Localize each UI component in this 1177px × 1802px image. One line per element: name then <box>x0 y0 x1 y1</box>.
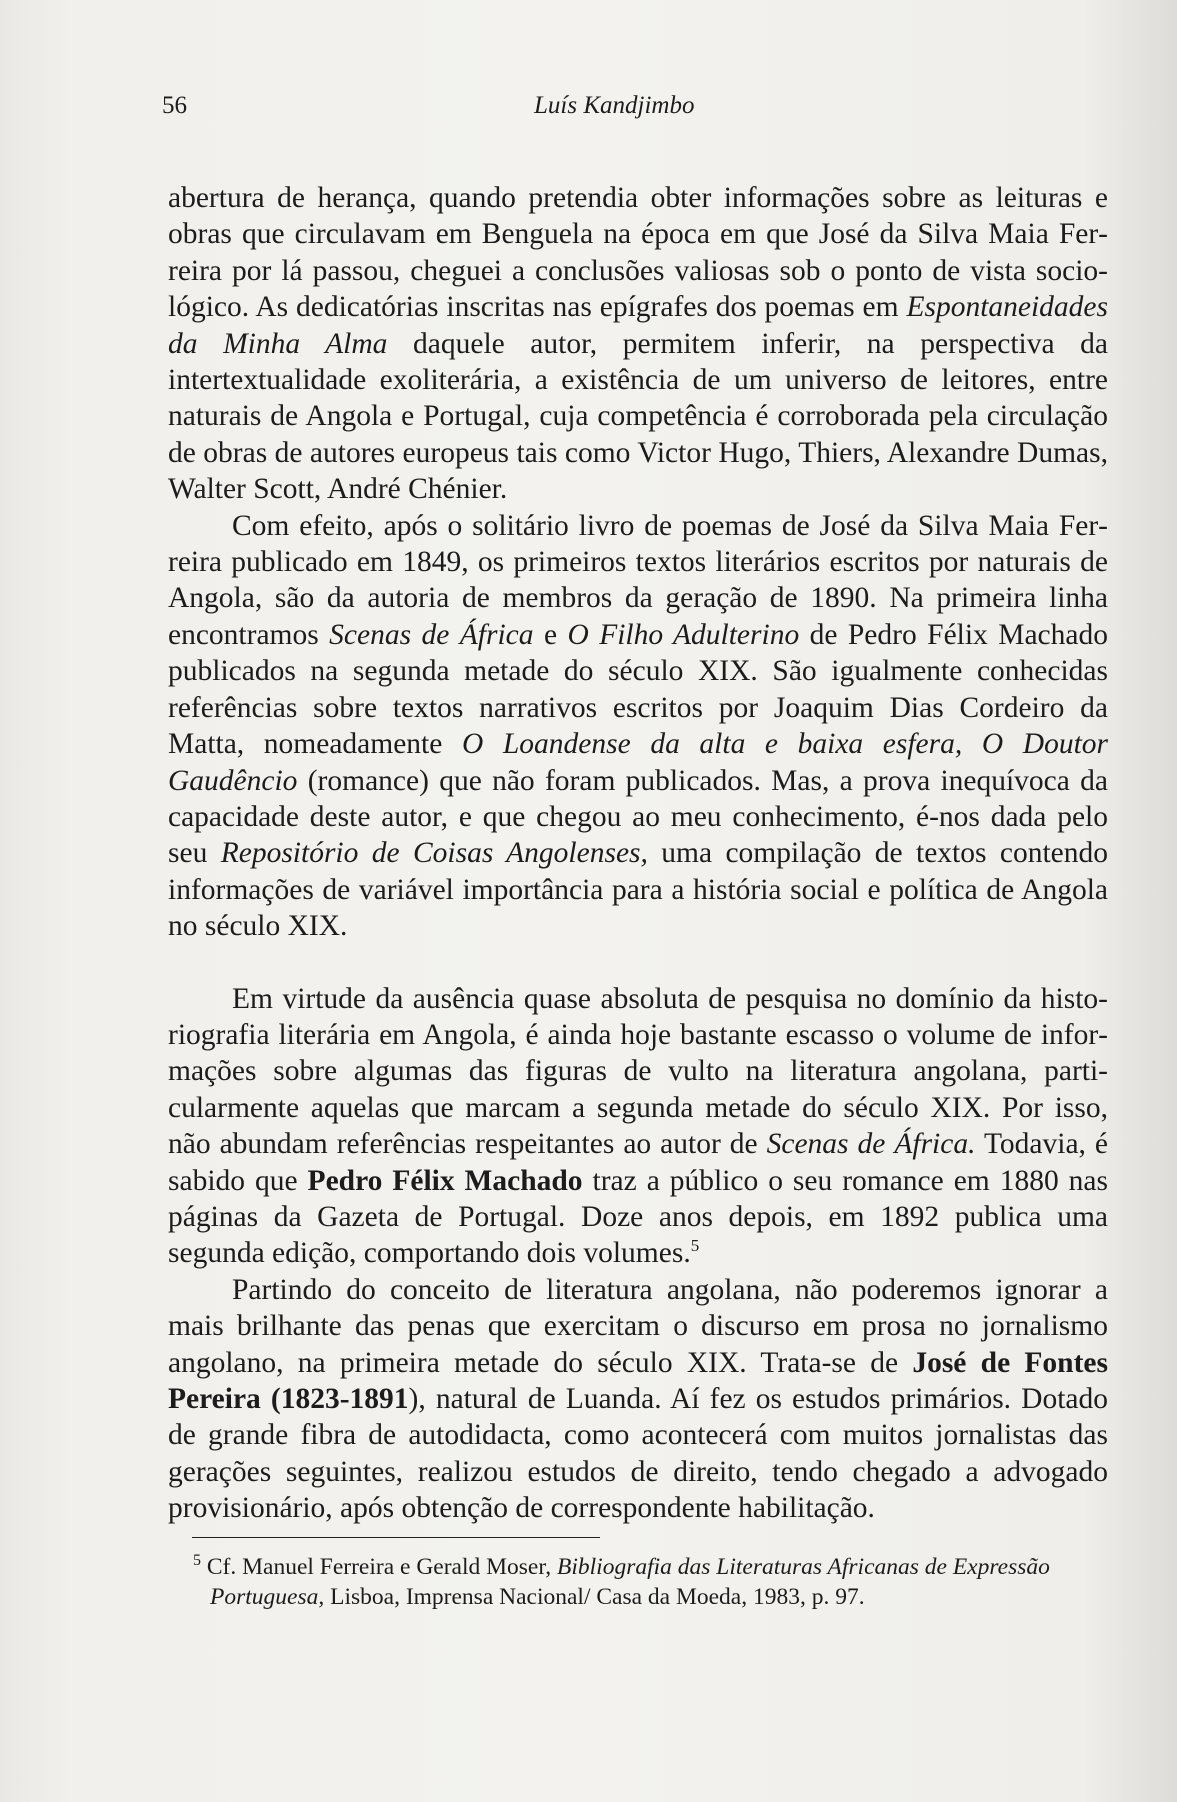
bibliography-title-cont: Portuguesa, <box>210 1584 325 1610</box>
footnote-reference: 5 <box>690 1236 700 1256</box>
bibliography-title: Bibliografia das Literaturas Africanas de Expressão <box>557 1554 1050 1580</box>
footnote-continuation: Portuguesa, Lisboa, Imprensa Nacional/ Casa da Moeda, 1983, p. 97. <box>210 1584 865 1610</box>
author-name: Pedro Félix Machado <box>307 1164 583 1197</box>
footnote-number: 5 <box>193 1552 201 1570</box>
book-title: O Filho Adulterino <box>567 618 800 651</box>
book-title: Scenas de África. <box>766 1128 976 1161</box>
book-title: Repositório de Coisas Angolenses, <box>220 837 648 870</box>
running-head-author: Luís Kandjimbo <box>534 92 695 119</box>
book-title: Scenas de África <box>329 618 534 651</box>
footnote-separator <box>192 1537 600 1538</box>
book-title: O Loandense da alta e baixa esfera, O Doutor Gaudêncio <box>168 728 1108 797</box>
paragraph-2: Com efeito, após o solitário livro de poemas de José da Silva Maia Ferreira publicado em 1849, os primeiros textos literários escritos por naturais de Angola, são da autoria de membros da geração de 1890. Na primeira linha encontramos Scenas de África e O Filho Adulterino de Pedro Félix Machado publicados na segunda metade do século XIX. São igualmente conhecidas referências sobre textos narrativos escritos por Joaquim Dias Cordeiro da Matta, nomeadamente O Loandense da alta e baixa esfera, O Doutor Gaudêncio (romance) que não foram publicados. Mas, a prova inequívoca da capacidade deste autor, e que chegou ao meu conhecimento, é-nos dada pelo seu Repositório de Coisas Angolenses, uma compilação de textos contendo informações de variável importância para a história social e política de Angola no século XIX. <box>168 509 1109 943</box>
body-text <box>168 180 1108 1527</box>
footnote: $^5$ Cf. Manuel Ferreira e Gerald Moser, Bibliografia das Literaturas Africanas de Expressão Portuguesa, Lisboa, Imprensa Nacional/ Casa da Moeda, 1983, p. 97. <box>193 1552 1115 1612</box>
book-title: Espontaneidades da Minha Alma <box>168 291 1108 360</box>
author-name: José de Fontes Pereira (1823-1891 <box>168 1346 1108 1415</box>
paragraph-3: Em virtude da ausência quase absoluta de pesquisa no domínio da historiografia literária em Angola, é ainda hoje bastante escasso o volume de informações sobre algumas das figuras de vulto na literatura angolana, particularmente aquelas que marcam a segunda metade do século XIX. Por isso, não abundam referências respeitantes ao autor de Scenas de África. Todavia, é sabido que Pedro Félix Machado traz a público o seu romance em 1880 nas páginas da Gazeta de Portugal. Doze anos depois, em 1892 publica uma segunda edição, comportando dois volumes.$^5$ <box>168 982 1109 1270</box>
page-header <box>162 92 1112 132</box>
paragraph-4: Partindo do conceito de literatura angolana, não poderemos ignorar a mais brilhante das penas que exercitam o discurso em prosa no jornalismo angolano, na primeira metade do século XIX. Trata-se de José de Fontes Pereira (1823-1891), natural de Luanda. Aí fez os estudos primários. Dotado de grande fibra de autodidacta, como acontecerá com muitos jornalistas das gerações seguintes, realizou estudos de direito, tendo chegado a advogado provisionário, após obtenção de correspondente habilitação. <box>168 1273 1108 1525</box>
page-number: 56 <box>162 92 187 119</box>
paragraph-1: abertura de herança, quando pretendia obter informações sobre as leituras e obras que circulavam em Benguela na época em que José da Silva Maia Ferreira por lá passou, cheguei a conclusões valiosas sob o ponto de vista sociológico. As dedicatórias inscritas nas epígrafes dos poemas em Espontaneidades da Minha Alma daquele autor, permitem inferir, na perspectiva da intertextualidade exoliterária, a existência de um universo de leitores, entre naturais de Angola e Portugal, cuja competência é corroborada pela circulação de obras de autores europeus tais como Victor Hugo, Thiers, Alexandre Dumas, Walter Scott, André Chénier. <box>168 182 1108 506</box>
